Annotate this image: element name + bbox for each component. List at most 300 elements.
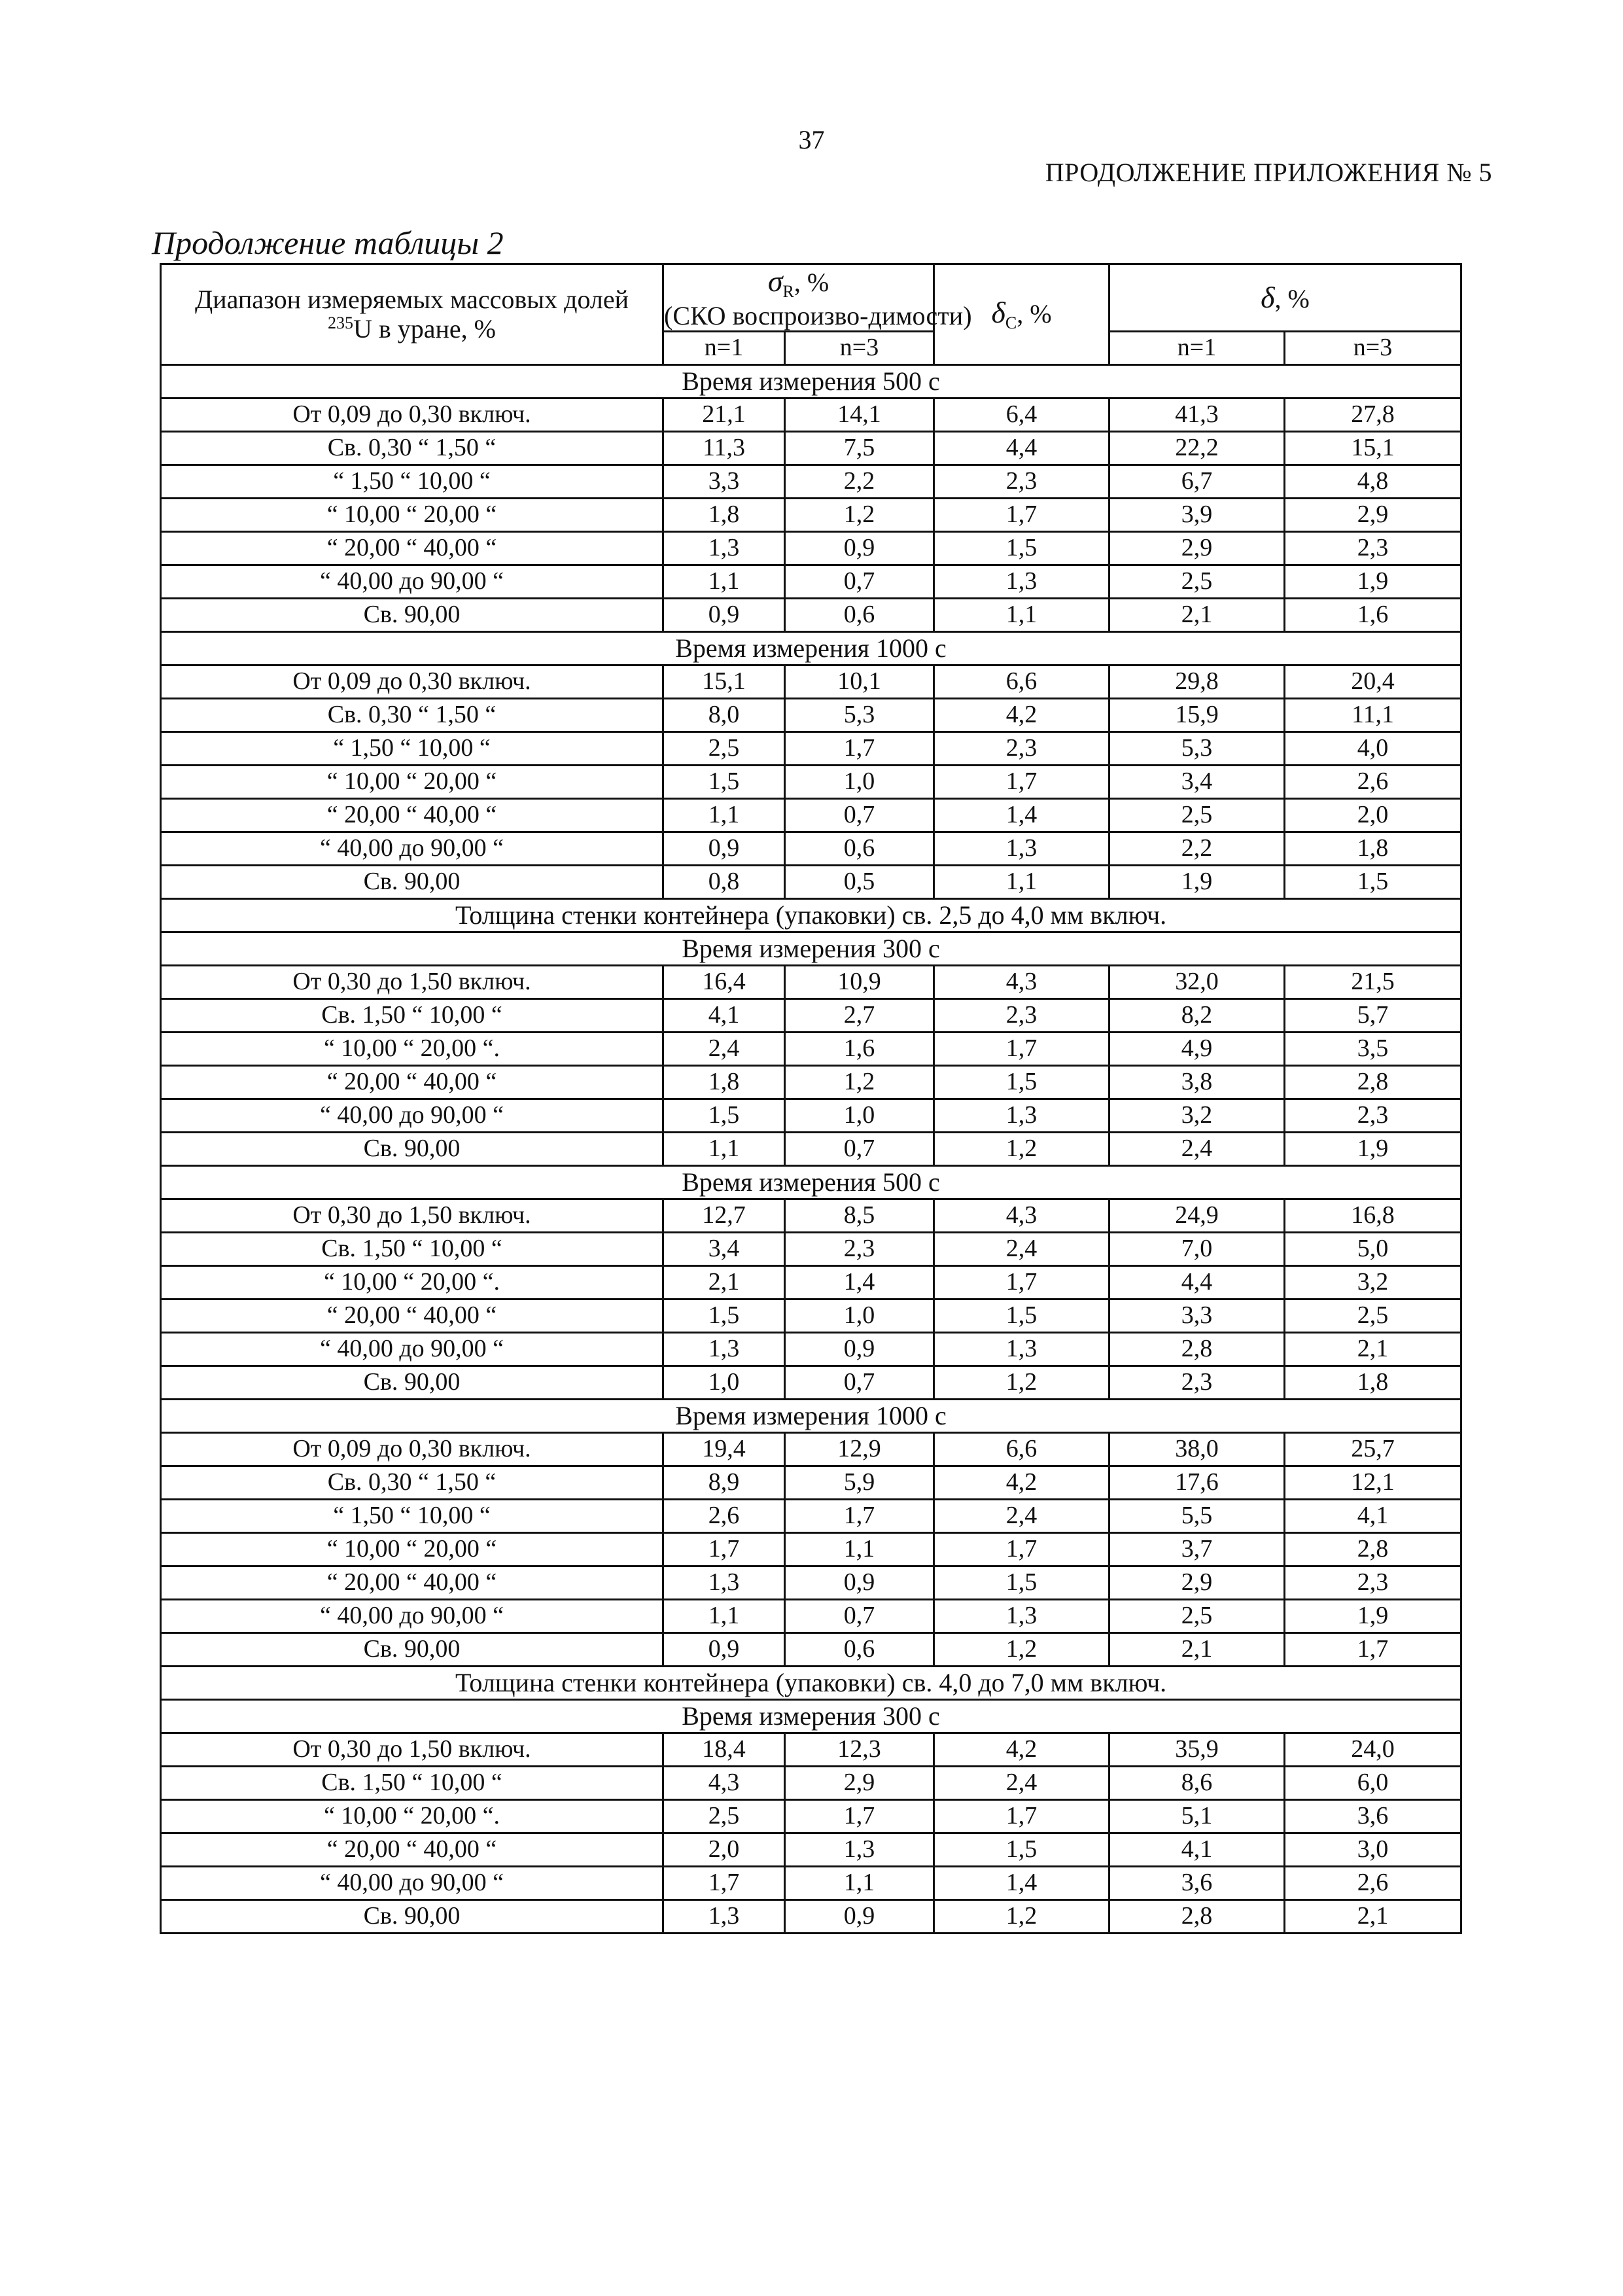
sigma-n3-cell: 2,3	[785, 1232, 934, 1265]
sigma-n3-cell: 1,7	[785, 1499, 934, 1532]
delta-n3-cell: 1,9	[1285, 1599, 1461, 1633]
delta-n3-cell: 2,3	[1285, 1566, 1461, 1599]
range-cell: Св. 1,50 “ 10,00 “	[161, 1766, 663, 1799]
delta-c-cell: 1,4	[934, 1866, 1109, 1899]
header-range	[161, 264, 663, 365]
delta-c-cell: 1,7	[934, 765, 1109, 798]
delta-n3-cell: 5,0	[1285, 1232, 1461, 1265]
sigma-n3-cell: 0,6	[785, 598, 934, 631]
header-delta-n3: n=3	[1285, 331, 1461, 364]
delta-n1-cell: 8,6	[1109, 1766, 1285, 1799]
section-title: Время измерения 500 с	[161, 364, 1461, 398]
sigma-n1-cell: 2,1	[663, 1265, 785, 1299]
delta-n1-cell: 5,3	[1109, 732, 1285, 765]
delta-n1-cell: 24,9	[1109, 1199, 1285, 1232]
delta-n1-cell: 2,8	[1109, 1899, 1285, 1933]
table-row	[161, 1199, 1461, 1232]
table-row	[161, 865, 1461, 898]
delta-n1-cell: 2,1	[1109, 598, 1285, 631]
delta-n1-cell: 3,8	[1109, 1065, 1285, 1099]
range-cell: “ 40,00 до 90,00 “	[161, 832, 663, 865]
sigma-n1-cell: 0,9	[663, 1633, 785, 1666]
delta-n3-cell: 21,5	[1285, 965, 1461, 998]
delta-n1-cell: 6,7	[1109, 465, 1285, 498]
delta-c-cell: 2,3	[934, 465, 1109, 498]
delta-n3-cell: 1,6	[1285, 598, 1461, 631]
range-cell: От 0,30 до 1,50 включ.	[161, 1199, 663, 1232]
delta-n3-cell: 6,0	[1285, 1766, 1461, 1799]
range-cell: “ 20,00 “ 40,00 “	[161, 1299, 663, 1332]
delta-n3-cell: 1,8	[1285, 1366, 1461, 1399]
delta-n1-cell: 2,3	[1109, 1366, 1285, 1399]
sigma-n3-cell: 5,9	[785, 1466, 934, 1499]
header-delta-symbol: δ	[1261, 280, 1275, 314]
delta-n3-cell: 11,1	[1285, 698, 1461, 732]
table-header	[161, 264, 1461, 365]
delta-n3-cell: 2,3	[1285, 1099, 1461, 1132]
sigma-n1-cell: 3,3	[663, 465, 785, 498]
sigma-n1-cell: 1,5	[663, 1099, 785, 1132]
delta-n3-cell: 2,6	[1285, 1866, 1461, 1899]
header-deltac-sub: C	[1005, 313, 1017, 332]
table-row	[161, 1599, 1461, 1633]
section-title: Время измерения 1000 с	[161, 631, 1461, 665]
header-range-line1: Диапазон измеряемых массовых долей	[194, 284, 629, 314]
sigma-n1-cell: 18,4	[663, 1733, 785, 1766]
sigma-n1-cell: 1,7	[663, 1532, 785, 1566]
sigma-n1-cell: 3,4	[663, 1232, 785, 1265]
delta-c-cell: 4,4	[934, 431, 1109, 465]
appendix-heading: ПРОДОЛЖЕНИЕ ПРИЛОЖЕНИЯ № 5	[1045, 158, 1492, 187]
table-row	[161, 1633, 1461, 1666]
range-cell: “ 20,00 “ 40,00 “	[161, 1566, 663, 1599]
delta-c-cell: 1,2	[934, 1132, 1109, 1165]
range-cell: “ 1,50 “ 10,00 “	[161, 1499, 663, 1532]
sigma-n3-cell: 2,7	[785, 998, 934, 1032]
delta-n3-cell: 3,5	[1285, 1032, 1461, 1065]
sigma-n3-cell: 1,6	[785, 1032, 934, 1065]
table-row	[161, 1099, 1461, 1132]
table-row	[161, 1232, 1461, 1265]
sigma-n3-cell: 1,1	[785, 1532, 934, 1566]
sigma-n1-cell: 8,9	[663, 1466, 785, 1499]
sigma-n3-cell: 1,0	[785, 765, 934, 798]
table-row	[161, 1499, 1461, 1532]
section-title: Время измерения 300 с	[161, 932, 1461, 965]
delta-c-cell: 6,4	[934, 398, 1109, 431]
sigma-n1-cell: 1,1	[663, 798, 785, 832]
sigma-n3-cell: 0,7	[785, 1599, 934, 1633]
delta-n1-cell: 3,4	[1109, 765, 1285, 798]
range-cell: “ 10,00 “ 20,00 “	[161, 498, 663, 531]
section-title: Время измерения 500 с	[161, 1165, 1461, 1199]
delta-c-cell: 1,3	[934, 565, 1109, 598]
table-row	[161, 1432, 1461, 1466]
sigma-n3-cell: 1,0	[785, 1099, 934, 1132]
delta-c-cell: 1,2	[934, 1899, 1109, 1933]
sigma-n3-cell: 0,9	[785, 1332, 934, 1366]
sigma-n1-cell: 1,3	[663, 1332, 785, 1366]
delta-n3-cell: 15,1	[1285, 431, 1461, 465]
sigma-n1-cell: 1,1	[663, 1132, 785, 1165]
sigma-n3-cell: 0,7	[785, 565, 934, 598]
sigma-n3-cell: 1,1	[785, 1866, 934, 1899]
sigma-n3-cell: 0,5	[785, 865, 934, 898]
table-row	[161, 998, 1461, 1032]
table-row	[161, 1265, 1461, 1299]
sigma-n1-cell: 1,3	[663, 531, 785, 565]
delta-n3-cell: 2,1	[1285, 1332, 1461, 1366]
delta-n3-cell: 1,8	[1285, 832, 1461, 865]
range-cell: “ 40,00 до 90,00 “	[161, 1099, 663, 1132]
delta-c-cell: 2,4	[934, 1232, 1109, 1265]
delta-n1-cell: 5,5	[1109, 1499, 1285, 1532]
table-row	[161, 1332, 1461, 1366]
delta-c-cell: 1,5	[934, 1299, 1109, 1332]
range-cell: “ 20,00 “ 40,00 “	[161, 798, 663, 832]
table-row	[161, 798, 1461, 832]
range-cell: “ 20,00 “ 40,00 “	[161, 1833, 663, 1866]
sigma-n3-cell: 10,9	[785, 965, 934, 998]
delta-n3-cell: 2,3	[1285, 531, 1461, 565]
delta-c-cell: 1,2	[934, 1633, 1109, 1666]
table-row	[161, 698, 1461, 732]
sigma-n3-cell: 0,7	[785, 798, 934, 832]
delta-c-cell: 2,3	[934, 732, 1109, 765]
delta-n3-cell: 1,5	[1285, 865, 1461, 898]
delta-n1-cell: 2,2	[1109, 832, 1285, 865]
delta-n1-cell: 3,2	[1109, 1099, 1285, 1132]
delta-n1-cell: 3,6	[1109, 1866, 1285, 1899]
range-cell: Св. 0,30 “ 1,50 “	[161, 1466, 663, 1499]
range-cell: “ 40,00 до 90,00 “	[161, 1599, 663, 1633]
sigma-n3-cell: 0,9	[785, 531, 934, 565]
section-row	[161, 1399, 1461, 1432]
delta-n1-cell: 38,0	[1109, 1432, 1285, 1466]
sigma-n1-cell: 0,9	[663, 832, 785, 865]
header-deltac-unit: , %	[1017, 298, 1052, 328]
delta-n1-cell: 2,4	[1109, 1132, 1285, 1165]
header-sigma-n1: n=1	[663, 331, 785, 364]
table-row	[161, 1733, 1461, 1766]
sigma-n1-cell: 2,5	[663, 1799, 785, 1833]
delta-n3-cell: 2,0	[1285, 798, 1461, 832]
section-title: Толщина стенки контейнера (упаковки) св. 4,0 до 7,0 мм включ.	[161, 1666, 1461, 1699]
range-cell: Св. 90,00	[161, 865, 663, 898]
delta-c-cell: 1,7	[934, 1032, 1109, 1065]
sigma-n3-cell: 5,3	[785, 698, 934, 732]
range-cell: “ 20,00 “ 40,00 “	[161, 531, 663, 565]
delta-n1-cell: 15,9	[1109, 698, 1285, 732]
section-title: Толщина стенки контейнера (упаковки) св. 2,5 до 4,0 мм включ.	[161, 898, 1461, 932]
header-sigma-desc: (СКО воспроизво-димости)	[664, 300, 972, 330]
delta-c-cell: 6,6	[934, 665, 1109, 698]
sigma-n1-cell: 21,1	[663, 398, 785, 431]
sigma-n3-cell: 1,7	[785, 1799, 934, 1833]
table-row	[161, 1566, 1461, 1599]
sigma-n3-cell: 1,3	[785, 1833, 934, 1866]
table-caption: Продолжение таблицы 2	[152, 224, 504, 261]
range-cell: Св. 90,00	[161, 1899, 663, 1933]
header-range-isotope: 235	[327, 313, 353, 332]
delta-n1-cell: 3,9	[1109, 498, 1285, 531]
table-row	[161, 1833, 1461, 1866]
delta-c-cell: 1,7	[934, 1532, 1109, 1566]
range-cell: “ 10,00 “ 20,00 “	[161, 1532, 663, 1566]
header-sigma	[663, 264, 972, 332]
sigma-n1-cell: 1,8	[663, 1065, 785, 1099]
delta-c-cell: 1,5	[934, 1833, 1109, 1866]
delta-c-cell: 1,3	[934, 832, 1109, 865]
range-cell: Св. 90,00	[161, 1633, 663, 1666]
delta-n3-cell: 2,8	[1285, 1532, 1461, 1566]
range-cell: “ 20,00 “ 40,00 “	[161, 1065, 663, 1099]
delta-c-cell: 1,4	[934, 798, 1109, 832]
sigma-n1-cell: 12,7	[663, 1199, 785, 1232]
delta-c-cell: 1,3	[934, 1332, 1109, 1366]
table-row	[161, 598, 1461, 631]
delta-c-cell: 4,2	[934, 1466, 1109, 1499]
range-cell: Св. 1,50 “ 10,00 “	[161, 998, 663, 1032]
sigma-n1-cell: 1,1	[663, 1599, 785, 1633]
range-cell: “ 40,00 до 90,00 “	[161, 1332, 663, 1366]
table-row	[161, 1799, 1461, 1833]
delta-n1-cell: 5,1	[1109, 1799, 1285, 1833]
sigma-n1-cell: 1,0	[663, 1366, 785, 1399]
range-cell: “ 1,50 “ 10,00 “	[161, 732, 663, 765]
sigma-n3-cell: 1,0	[785, 1299, 934, 1332]
table-row	[161, 465, 1461, 498]
table-row	[161, 1532, 1461, 1566]
sigma-n3-cell: 12,9	[785, 1432, 934, 1466]
sigma-n3-cell: 0,9	[785, 1566, 934, 1599]
table-row	[161, 765, 1461, 798]
sigma-n1-cell: 1,5	[663, 1299, 785, 1332]
sigma-n3-cell: 1,4	[785, 1265, 934, 1299]
delta-n3-cell: 3,2	[1285, 1265, 1461, 1299]
delta-c-cell: 1,7	[934, 498, 1109, 531]
header-range-line2: U в уране, %	[353, 313, 496, 344]
range-cell: От 0,09 до 0,30 включ.	[161, 665, 663, 698]
range-cell: Св. 1,50 “ 10,00 “	[161, 1232, 663, 1265]
sigma-n3-cell: 8,5	[785, 1199, 934, 1232]
sigma-n1-cell: 1,5	[663, 765, 785, 798]
delta-c-cell: 1,7	[934, 1265, 1109, 1299]
section-title: Время измерения 300 с	[161, 1699, 1461, 1733]
table-row	[161, 398, 1461, 431]
table-row	[161, 1299, 1461, 1332]
range-cell: Св. 0,30 “ 1,50 “	[161, 698, 663, 732]
sigma-n3-cell: 2,9	[785, 1766, 934, 1799]
delta-c-cell: 4,3	[934, 1199, 1109, 1232]
table-row	[161, 665, 1461, 698]
page-number: 37	[798, 125, 825, 154]
sigma-n3-cell: 0,7	[785, 1366, 934, 1399]
delta-n1-cell: 1,9	[1109, 865, 1285, 898]
sigma-n1-cell: 2,0	[663, 1833, 785, 1866]
section-row	[161, 1666, 1461, 1699]
sigma-n3-cell: 0,9	[785, 1899, 934, 1933]
delta-c-cell: 1,5	[934, 1566, 1109, 1599]
delta-n1-cell: 2,5	[1109, 1599, 1285, 1633]
delta-c-cell: 1,5	[934, 1065, 1109, 1099]
table-row	[161, 1766, 1461, 1799]
delta-c-cell: 4,3	[934, 965, 1109, 998]
range-cell: “ 40,00 до 90,00 “	[161, 1866, 663, 1899]
sigma-n3-cell: 14,1	[785, 398, 934, 431]
header-delta-n1: n=1	[1109, 331, 1285, 364]
sigma-n1-cell: 8,0	[663, 698, 785, 732]
sigma-n3-cell: 0,6	[785, 1633, 934, 1666]
delta-n3-cell: 1,9	[1285, 1132, 1461, 1165]
delta-n3-cell: 4,1	[1285, 1499, 1461, 1532]
delta-n3-cell: 3,6	[1285, 1799, 1461, 1833]
range-cell: Св. 90,00	[161, 598, 663, 631]
sigma-n1-cell: 2,5	[663, 732, 785, 765]
sigma-n3-cell: 1,7	[785, 732, 934, 765]
delta-n3-cell: 5,7	[1285, 998, 1461, 1032]
delta-n1-cell: 2,1	[1109, 1633, 1285, 1666]
table-row	[161, 1899, 1461, 1933]
delta-n1-cell: 4,4	[1109, 1265, 1285, 1299]
data-table	[160, 263, 1462, 1934]
section-row	[161, 932, 1461, 965]
table-row	[161, 431, 1461, 465]
table-row	[161, 965, 1461, 998]
delta-c-cell: 1,3	[934, 1599, 1109, 1633]
delta-n1-cell: 2,5	[1109, 798, 1285, 832]
range-cell: “ 10,00 “ 20,00 “	[161, 765, 663, 798]
delta-n3-cell: 27,8	[1285, 398, 1461, 431]
delta-n1-cell: 2,9	[1109, 1566, 1285, 1599]
delta-c-cell: 1,3	[934, 1099, 1109, 1132]
delta-n3-cell: 2,1	[1285, 1899, 1461, 1933]
sigma-n3-cell: 1,2	[785, 1065, 934, 1099]
delta-n3-cell: 4,8	[1285, 465, 1461, 498]
header-deltac-symbol: δ	[991, 295, 1005, 329]
table-row	[161, 732, 1461, 765]
delta-n3-cell: 25,7	[1285, 1432, 1461, 1466]
table-row	[161, 1466, 1461, 1499]
delta-n3-cell: 2,5	[1285, 1299, 1461, 1332]
sigma-n1-cell: 11,3	[663, 431, 785, 465]
delta-c-cell: 6,6	[934, 1432, 1109, 1466]
range-cell: “ 10,00 “ 20,00 “.	[161, 1799, 663, 1833]
section-row	[161, 631, 1461, 665]
sigma-n1-cell: 1,8	[663, 498, 785, 531]
section-row	[161, 1165, 1461, 1199]
delta-n1-cell: 4,9	[1109, 1032, 1285, 1065]
delta-c-cell: 2,3	[934, 998, 1109, 1032]
delta-c-cell: 1,2	[934, 1366, 1109, 1399]
delta-n1-cell: 29,8	[1109, 665, 1285, 698]
section-row	[161, 898, 1461, 932]
header-sigma-n3: n=3	[785, 331, 934, 364]
table-row	[161, 832, 1461, 865]
delta-n1-cell: 4,1	[1109, 1833, 1285, 1866]
delta-c-cell: 1,1	[934, 865, 1109, 898]
sigma-n3-cell: 2,2	[785, 465, 934, 498]
sigma-n1-cell: 1,3	[663, 1899, 785, 1933]
table-row	[161, 1032, 1461, 1065]
delta-n1-cell: 22,2	[1109, 431, 1285, 465]
sigma-n3-cell: 12,3	[785, 1733, 934, 1766]
header-sigma-unit: , %	[794, 268, 829, 297]
sigma-n3-cell: 1,2	[785, 498, 934, 531]
delta-n3-cell: 2,6	[1285, 765, 1461, 798]
range-cell: “ 10,00 “ 20,00 “.	[161, 1032, 663, 1065]
delta-c-cell: 2,4	[934, 1499, 1109, 1532]
delta-n1-cell: 2,8	[1109, 1332, 1285, 1366]
sigma-n1-cell: 1,1	[663, 565, 785, 598]
section-title: Время измерения 1000 с	[161, 1399, 1461, 1432]
sigma-n1-cell: 2,4	[663, 1032, 785, 1065]
sigma-n1-cell: 15,1	[663, 665, 785, 698]
delta-n3-cell: 12,1	[1285, 1466, 1461, 1499]
table-row	[161, 531, 1461, 565]
sigma-n3-cell: 10,1	[785, 665, 934, 698]
range-cell: От 0,09 до 0,30 включ.	[161, 1432, 663, 1466]
delta-n3-cell: 1,7	[1285, 1633, 1461, 1666]
sigma-n1-cell: 4,3	[663, 1766, 785, 1799]
delta-n1-cell: 35,9	[1109, 1733, 1285, 1766]
delta-n1-cell: 3,7	[1109, 1532, 1285, 1566]
range-cell: Св. 0,30 “ 1,50 “	[161, 431, 663, 465]
header-delta	[1109, 264, 1461, 332]
range-cell: От 0,30 до 1,50 включ.	[161, 965, 663, 998]
delta-n3-cell: 1,9	[1285, 565, 1461, 598]
delta-n1-cell: 17,6	[1109, 1466, 1285, 1499]
range-cell: От 0,30 до 1,50 включ.	[161, 1733, 663, 1766]
table-row	[161, 1866, 1461, 1899]
table-row	[161, 1132, 1461, 1165]
delta-n1-cell: 2,9	[1109, 531, 1285, 565]
table-row	[161, 1366, 1461, 1399]
delta-n1-cell: 32,0	[1109, 965, 1285, 998]
delta-n3-cell: 2,8	[1285, 1065, 1461, 1099]
range-cell: Св. 90,00	[161, 1132, 663, 1165]
delta-n1-cell: 8,2	[1109, 998, 1285, 1032]
header-delta-unit: , %	[1274, 283, 1310, 313]
range-cell: От 0,09 до 0,30 включ.	[161, 398, 663, 431]
table-body	[161, 364, 1461, 1933]
sigma-n1-cell: 2,6	[663, 1499, 785, 1532]
delta-n1-cell: 7,0	[1109, 1232, 1285, 1265]
sigma-n1-cell: 0,9	[663, 598, 785, 631]
sigma-n1-cell: 19,4	[663, 1432, 785, 1466]
sigma-n3-cell: 0,7	[785, 1132, 934, 1165]
table-row	[161, 1065, 1461, 1099]
range-cell: Св. 90,00	[161, 1366, 663, 1399]
delta-c-cell: 4,2	[934, 1733, 1109, 1766]
sigma-n3-cell: 7,5	[785, 431, 934, 465]
delta-n3-cell: 3,0	[1285, 1833, 1461, 1866]
section-row	[161, 364, 1461, 398]
delta-n3-cell: 16,8	[1285, 1199, 1461, 1232]
range-cell: “ 10,00 “ 20,00 “.	[161, 1265, 663, 1299]
delta-n3-cell: 2,9	[1285, 498, 1461, 531]
delta-n3-cell: 4,0	[1285, 732, 1461, 765]
sigma-n1-cell: 4,1	[663, 998, 785, 1032]
delta-c-cell: 1,5	[934, 531, 1109, 565]
table-row	[161, 565, 1461, 598]
range-cell: “ 40,00 до 90,00 “	[161, 565, 663, 598]
header-sigma-sub: R	[782, 282, 794, 301]
delta-c-cell: 1,7	[934, 1799, 1109, 1833]
delta-n1-cell: 3,3	[1109, 1299, 1285, 1332]
sigma-n1-cell: 1,7	[663, 1866, 785, 1899]
delta-n3-cell: 20,4	[1285, 665, 1461, 698]
